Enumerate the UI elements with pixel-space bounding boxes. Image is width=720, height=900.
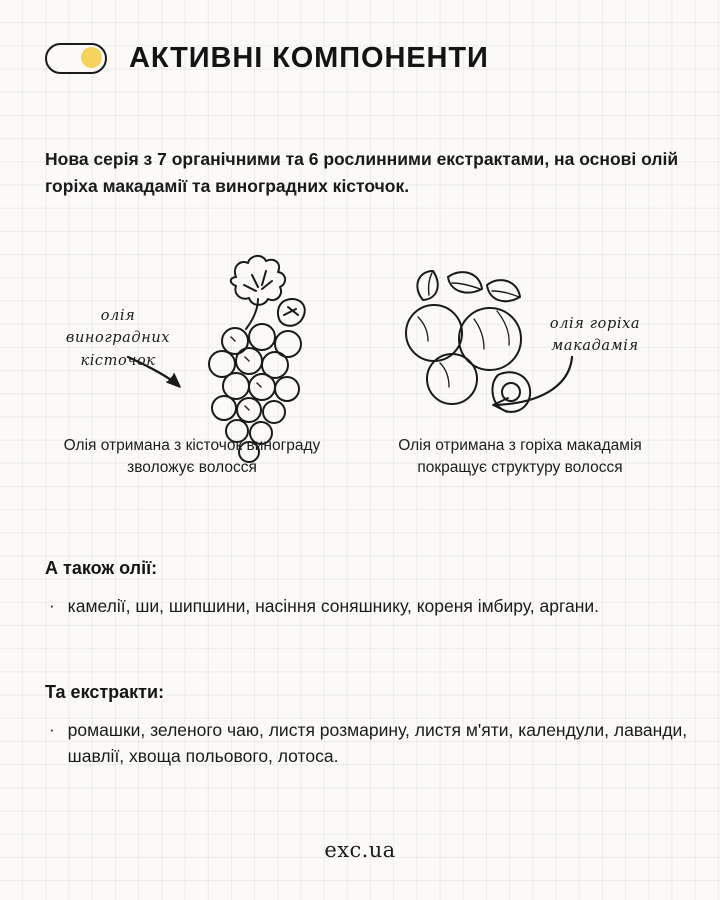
grape-illustration [209, 256, 305, 462]
macadamia-illustration [406, 271, 530, 412]
section-extracts-text: ромашки, зеленого чаю, листя розмарину, листя м'яти, календули, лаванди, шавлії, хвоща польового, лотоса. [67, 720, 688, 767]
handwritten-label-grape-oil: олія виноградних кісточок [65, 308, 171, 369]
toggle-knob [81, 47, 102, 68]
handwritten-label-macadamia-oil: олія горіха макадамія [549, 316, 641, 355]
page-title: АКТИВНІ КОМПОНЕНТИ [129, 42, 489, 74]
caption-grape-oil: Олія отримана з кісточок винограду зволожує волосся [63, 437, 321, 476]
section-extracts-title: Та екстракти: [45, 682, 165, 702]
toggle-switch[interactable] [45, 43, 107, 74]
list-item [45, 593, 690, 619]
header [45, 42, 489, 75]
bullet-dot-icon: · [49, 596, 55, 615]
list-item [45, 717, 690, 770]
section-oils-text: камелії, ши, шипшини, насіння соняшнику, кореня імбиру, аргани. [67, 596, 600, 616]
lead-paragraph: Нова серія з 7 органічними та 6 рослинними екстрактами, на основі олій горіха макадамії та виноградних кісточок. [45, 149, 679, 196]
bullet-dot-icon: · [49, 720, 55, 739]
section-extracts [45, 682, 690, 770]
caption-macadamia-oil: Олія отримана з горіха макадамія покращує структуру волосся [398, 437, 642, 476]
section-oils [45, 558, 690, 619]
footer-site-url[interactable]: exc.ua [324, 838, 396, 862]
section-oils-title: А також олії: [45, 558, 158, 578]
